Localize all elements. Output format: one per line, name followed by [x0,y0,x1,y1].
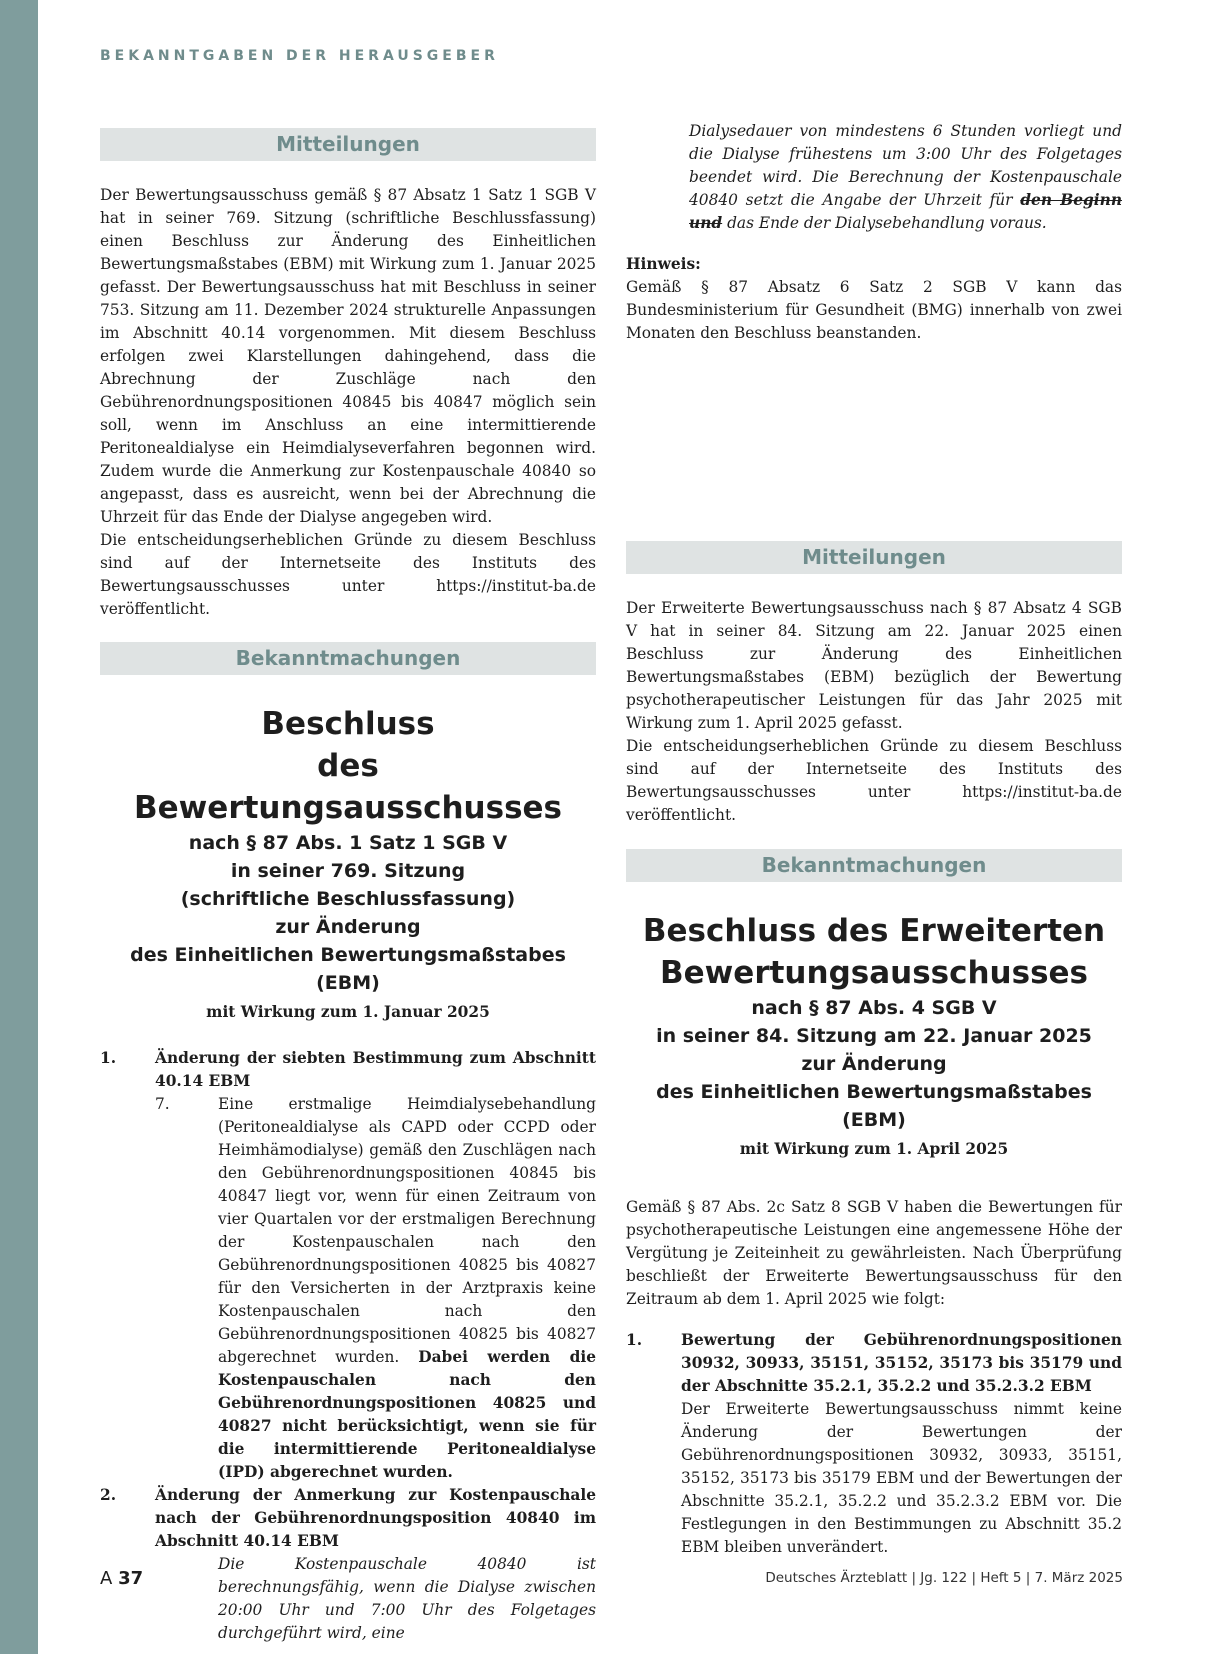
mitteilung-paragraph: Der Bewertungsausschuss gemäß § 87 Absatz 1 Satz 1 SGB V hat in seiner 769. Sitzung (schriftliche Beschlussfassung) einen Beschluss zur Änderung des Einheitlichen Bewertungsmaßstabes (EBM) mit Wirkung zum 1. Januar 2025 gefasst. Der Bewertungsausschuss hat mit Beschluss in seiner 753. Sitzung am 11. Dezember 2024 strukturelle Anpassungen im Abschnitt 40.14 vorgenommen. Mit diesem Beschluss erfolgen zwei Klarstellungen dahingehend, dass die Abrechnung der Zuschläge nach den Gebührenordnungspositionen 40845 bis 40847 möglich sein soll, wenn im Anschluss an eine intermittierende Peritonealdialyse ein Heimdialyseverfahren begonnen wird. Zudem wurde die Anmerkung zur Kostenpauschale 40840 so angepasst, dass es ausreicht, wenn bei der Abrechnung die Uhrzeit für das Ende der Dialyse angegeben wird. [100,186,596,526]
section-bar-bekanntmachungen: Bekanntmachungen [100,642,596,675]
sub-item-text: Eine erstmalige Heimdialysebehandlung (Peritonealdialyse als CAPD oder CCPD oder Heimhämodialyse) gemäß den Zuschlägen nach den Gebührenordnungspositionen 40845 bis 40847 liegt vor, wenn für einen Zeitraum von vier Quartalen vor der erstmaligen Berechnung der Kostenpauschalen nach den Gebührenordnungspositionen 40825 bis 40827 für den Versicherten in der Arztpraxis keine Kostenpauschalen nach den Gebührenordnungspositionen 40825 bis 40827 abgerechnet wurden. [218,1095,596,1366]
amended-note-text: Dialysedauer von mindestens 6 Stunden vorliegt und die Dialyse frühestens um 3:00 Uhr des Folgetages beendet wird. Die Berechnung der Kostenpauschale 40840 setzt die Angabe der Uhrzeit für [689,122,1122,209]
left-bekanntmachung [100,642,596,1645]
mitteilung-paragraph: Die entscheidungserheblichen Gründe zu diesem Beschluss sind auf der Internetseite des Instituts des Bewertungsausschusses unter https://institut-ba.de veröffentlicht. [100,531,596,618]
resolution-subtitle: in seiner 84. Sitzung am 22. Januar 2025 [656,1025,1092,1047]
effective-date: mit Wirkung zum 1. Januar 2025 [206,1003,490,1021]
mitteilung-paragraph: Die entscheidungserheblichen Gründe zu diesem Beschluss sind auf der Internetseite des Instituts des Bewertungsausschusses unter https://institut-ba.de veröffentlicht. [626,737,1122,824]
item-number: 1. [100,1049,117,1067]
section-bar-mitteilungen: Mitteilungen [626,541,1122,574]
running-head: BEKANNTGABEN DER HERAUSGEBER [100,48,499,64]
numbered-item [626,1329,1122,1559]
item-heading: Bewertung der Gebührenordnungspositionen 30932, 30933, 35151, 35152, 35173 bis 35179 und der Abschnitte 35.2.1, 35.2.2 und 35.2.3.2 EBM [681,1331,1122,1395]
mitteilung-paragraph: Der Erweiterte Bewertungsausschuss nach § 87 Absatz 4 SGB V hat in seiner 84. Sitzung am 22. Januar 2025 einen Beschluss zur Änderung des Einheitlichen Bewertungsmaßstabes (EBM) bezüglich der Bewertung psychotherapeutischer Leistungen für das Jahr 2025 mit Wirkung zum 1. April 2025 gefasst. [626,599,1122,732]
effective-date: mit Wirkung zum 1. April 2025 [739,1140,1009,1158]
resolution-title: Beschluss [261,706,435,742]
hinweis-label: Hinweis: [626,255,701,273]
right-mitteilung [626,541,1122,827]
right-bekanntmachung [626,849,1122,1559]
hinweis-text: Gemäß § 87 Absatz 6 Satz 2 SGB V kann das Bundesministerium für Gesundheit (BMG) innerhalb von zwei Monaten den Beschluss beanstanden. [626,278,1122,342]
resolution-intro: Gemäß § 87 Abs. 2c Satz 8 SGB V haben die Bewertungen für psychotherapeutische Leistungen eine angemessene Höhe der Vergütung je Zeiteinheit zu gewährleisten. Nach Überprüfung beschließt der Erweiterte Bewertungsausschuss für den Zeitraum ab dem 1. April 2025 wie folgt: [626,1198,1122,1308]
left-column [100,128,596,621]
resolution-subtitle: nach § 87 Abs. 1 Satz 1 SGB V [188,832,508,854]
section-bar-bekanntmachungen: Bekanntmachungen [626,849,1122,882]
section-bar-mitteilungen: Mitteilungen [100,128,596,161]
item-number: 2. [100,1486,117,1504]
sub-item [155,1093,596,1484]
resolution-title-block [626,910,1122,1158]
page-number [100,1568,143,1589]
resolution-subtitle: des Einheitlichen Bewertungsmaßstabes (EBM) [656,1081,1092,1131]
right-column [626,120,1122,345]
resolution-subtitle: des Einheitlichen Bewertungsmaßstabes (EBM) [130,944,566,994]
mitteilung-text [100,184,596,621]
resolution-title: Beschluss des Erweiterten [642,913,1106,949]
resolution-title: Bewertungsausschusses [660,955,1088,991]
resolution-title: des Bewertungsausschusses [134,748,562,826]
page-prefix: A [100,1568,113,1589]
struck-text: den Beginn und [689,191,1123,232]
journal-citation: Deutsches Ärzteblatt | Jg. 122 | Heft 5 | 7. März 2025 [765,1570,1123,1586]
resolution-subtitle: (schriftliche Beschlussfassung) [180,888,516,910]
resolution-subtitle: nach § 87 Abs. 4 SGB V [751,997,997,1019]
item-heading: Änderung der Anmerkung zur Kostenpauschale nach der Gebührenordnungsposition 40840 im Abschnitt 40.14 EBM [155,1486,596,1550]
amended-note-text: das Ende der Dialysebehandlung voraus. [727,214,1047,232]
item-heading: Änderung der siebten Bestimmung zum Abschnitt 40.14 EBM [155,1049,596,1090]
sidebar-accent-bar [0,0,38,1654]
page-number-value: 37 [118,1568,144,1589]
numbered-item [100,1047,596,1484]
resolution-subtitle: zur Änderung [275,916,421,938]
sub-item-number: 7. [155,1095,170,1113]
item-number: 1. [626,1331,643,1349]
numbered-item [100,1484,596,1645]
sub-item-bold-text: Dabei werden die Kostenpauschalen nach den Gebührenordnungspositionen 40825 und 40827 nicht berücksichtigt, wenn sie für die intermittierende Peritonealdialyse (IPD) abgerechnet wurden. [218,1348,596,1481]
mitteilung-text [626,597,1122,827]
resolution-subtitle: zur Änderung [801,1053,947,1075]
amended-note-continuation [626,120,1122,235]
resolution-subtitle: in seiner 769. Sitzung [230,860,466,882]
amended-note-text: Die Kostenpauschale 40840 ist berechnungsfähig, wenn die Dialyse zwischen 20:00 Uhr und 7:00 Uhr des Folgetages durchgeführt wird, eine [218,1555,596,1642]
hinweis-block [626,253,1122,345]
item-text: Der Erweiterte Bewertungsausschuss nimmt keine Änderung der Bewertungen der Gebührenordnungspositionen 30932, 30933, 35151, 35152, 35173 bis 35179 EBM und der Bewertungen der Abschnitte 35.2.1, 35.2.2 und 35.2.3.2 EBM vor. Die Festlegungen in den Bestimmungen zu Abschnitt 35.2 EBM bleiben unverändert. [681,1400,1122,1556]
resolution-title-block [100,703,596,1021]
